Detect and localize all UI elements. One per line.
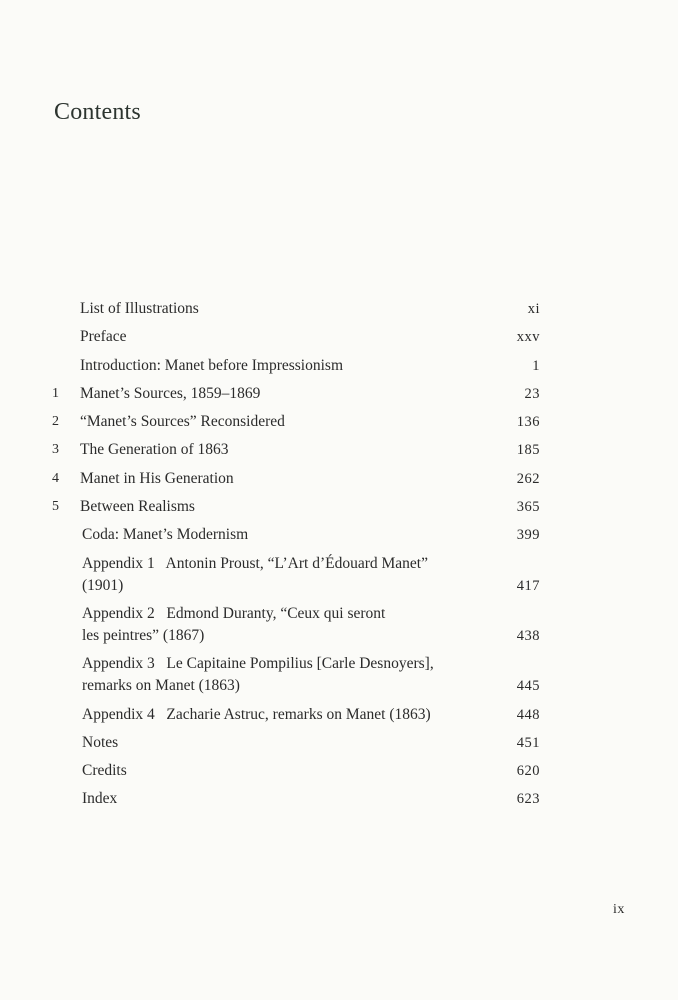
- toc-page: 1: [532, 357, 540, 374]
- toc-title: Preface: [80, 328, 127, 346]
- toc-entry: [52, 411, 540, 433]
- toc-page: 620: [516, 763, 540, 780]
- toc-number: 5: [52, 499, 59, 515]
- toc-title: Appendix 4 Zacharie Astruc, remarks on Manet (1863): [82, 705, 431, 723]
- toc-title: Appendix 1 Antonin Proust, “L’Art d’Édouard Manet”: [82, 554, 428, 572]
- toc-number: 2: [52, 414, 59, 430]
- toc-page: 438: [516, 627, 540, 644]
- toc-title: Between Realisms: [80, 498, 195, 516]
- toc-entry: [52, 603, 540, 647]
- toc-page: 448: [516, 706, 540, 723]
- toc-title: Appendix 2 Edmond Duranty, “Ceux qui seront: [82, 604, 386, 622]
- toc-page: 399: [516, 527, 540, 544]
- toc-page: 262: [516, 470, 540, 487]
- toc-number: 3: [52, 442, 59, 458]
- toc-title: Manet’s Sources, 1859–1869: [80, 384, 261, 402]
- toc-entry: [52, 439, 540, 461]
- toc-entry: [52, 468, 540, 490]
- toc-number: 4: [52, 470, 59, 486]
- toc-entry: [52, 496, 540, 518]
- toc-page: 23: [524, 385, 540, 402]
- toc-title: Coda: Manet’s Modernism: [82, 526, 249, 544]
- toc-number: 1: [52, 385, 59, 401]
- toc-title-continued: les peintres” (1867): [82, 626, 205, 644]
- toc-page: 623: [516, 791, 540, 808]
- toc-entry: [52, 355, 540, 377]
- toc-title: Introduction: Manet before Impressionism: [80, 356, 344, 374]
- toc-title: Notes: [82, 733, 119, 751]
- toc-page: 365: [516, 499, 540, 516]
- toc-entry: [52, 298, 540, 320]
- table-of-contents: [52, 298, 540, 817]
- toc-page: 136: [516, 414, 540, 431]
- toc-entry: [52, 760, 540, 782]
- toc-page: 417: [516, 577, 540, 594]
- toc-title: Index: [82, 790, 118, 808]
- toc-entry: [52, 524, 540, 546]
- toc-title: List of Illustrations: [80, 300, 199, 317]
- toc-entry: [52, 653, 540, 697]
- toc-title: The Generation of 1863: [80, 441, 229, 459]
- toc-page: 451: [516, 734, 540, 751]
- toc-title: Credits: [82, 762, 127, 780]
- toc-title: “Manet’s Sources” Reconsidered: [80, 413, 285, 431]
- toc-entry: [52, 553, 540, 597]
- toc-title-continued: remarks on Manet (1863): [82, 677, 240, 695]
- toc-entry: [52, 788, 540, 810]
- page-title: Contents: [54, 99, 141, 125]
- toc-page: 445: [516, 678, 540, 695]
- toc-entry: [52, 732, 540, 754]
- page-number: ix: [613, 902, 625, 917]
- toc-page: xxv: [516, 329, 540, 346]
- toc-page: 185: [516, 442, 540, 459]
- toc-entry: [52, 704, 540, 726]
- toc-title-continued: (1901): [82, 576, 124, 594]
- toc-title: Appendix 3 Le Capitaine Pompilius [Carle Desnoyers],: [82, 655, 434, 673]
- toc-title: Manet in His Generation: [80, 469, 234, 487]
- toc-entry: [52, 383, 540, 405]
- toc-page: xi: [527, 301, 540, 317]
- toc-entry: [52, 326, 540, 348]
